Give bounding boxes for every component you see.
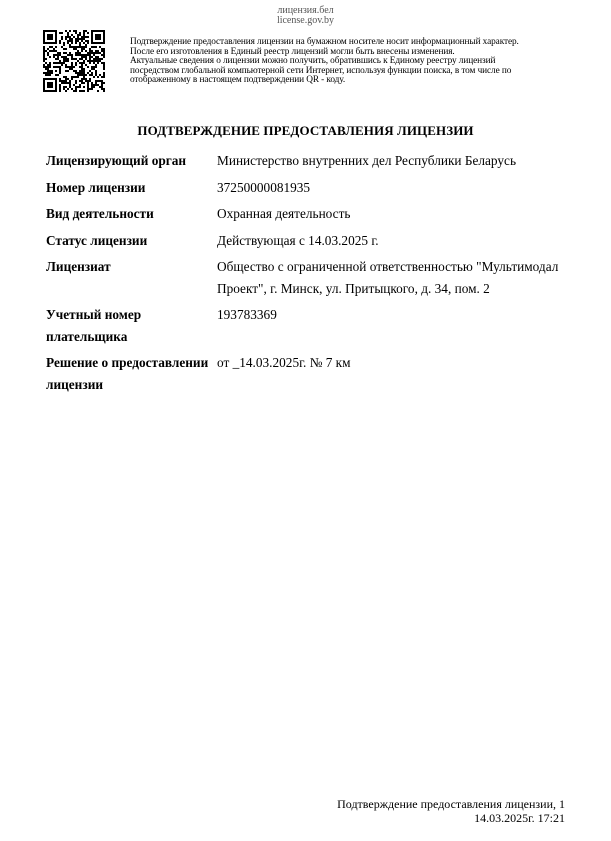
field-row-activity-type <box>46 203 571 225</box>
field-row-decision <box>46 352 571 395</box>
info-notice <box>130 38 590 86</box>
field-row-license-status <box>46 230 571 252</box>
field-value: Министерство внутренних дел Республики Беларусь <box>217 153 517 168</box>
field-value: 193783369 <box>217 307 277 322</box>
footer-line-timestamp: 14.03.2025г. 17:21 <box>474 810 565 825</box>
document-title: ПОДТВЕРЖДЕНИЕ ПРЕДОСТАВЛЕНИЯ ЛИЦЕНЗИИ <box>137 123 474 138</box>
license-fields <box>46 150 571 400</box>
field-value: от _14.03.2025г. № 7 км <box>217 355 351 370</box>
field-label: Лицензирующий орган <box>46 153 187 168</box>
field-row-licensing-authority <box>46 150 571 172</box>
field-value: 37250000081935 <box>217 179 311 195</box>
field-row-license-number <box>46 177 571 199</box>
field-row-licensee <box>46 256 571 299</box>
footer-line-page: Подтверждение предоставления лицензии, 1 <box>337 797 565 811</box>
notice-line: После его изготовления в Единый реестр лицензий могли быть внесены изменения. <box>130 46 455 57</box>
header-sites <box>0 6 611 26</box>
site-primary: лицензия.бел <box>277 5 334 16</box>
page-footer <box>337 798 565 825</box>
notice-line: посредством глобальной компьютерной сети Интернет, используя функции поиска, в том числе по <box>130 65 512 76</box>
field-label: Учетный номер плательщика <box>46 307 142 344</box>
site-secondary: license.gov.by <box>276 15 335 26</box>
field-value: Общество с ограниченной ответственностью "Мультимодал Проект", г. Минск, ул. Притыцкого, д. 34, пом. 2 <box>217 259 559 296</box>
notice-line: отображенному в настоящем подтверждении QR - коду. <box>130 75 346 86</box>
notice-line: Подтверждение предоставления лицензии на бумажном носителе носит информационный характер. <box>130 37 519 47</box>
field-label: Номер лицензии <box>46 179 146 195</box>
notice-line: Актуальные сведения о лицензии можно получить, обратившись к Единому реестру лицензий <box>130 56 496 67</box>
field-row-taxpayer-number <box>46 304 571 347</box>
field-value: Действующая с 14.03.2025 г. <box>217 232 379 248</box>
field-label: Лицензиат <box>46 259 111 274</box>
qr-code-icon <box>43 30 105 92</box>
field-label: Вид деятельности <box>46 206 154 221</box>
field-label: Статус лицензии <box>46 232 148 248</box>
field-label: Решение о предоставлении лицензии <box>46 355 209 392</box>
field-value: Охранная деятельность <box>217 206 351 221</box>
